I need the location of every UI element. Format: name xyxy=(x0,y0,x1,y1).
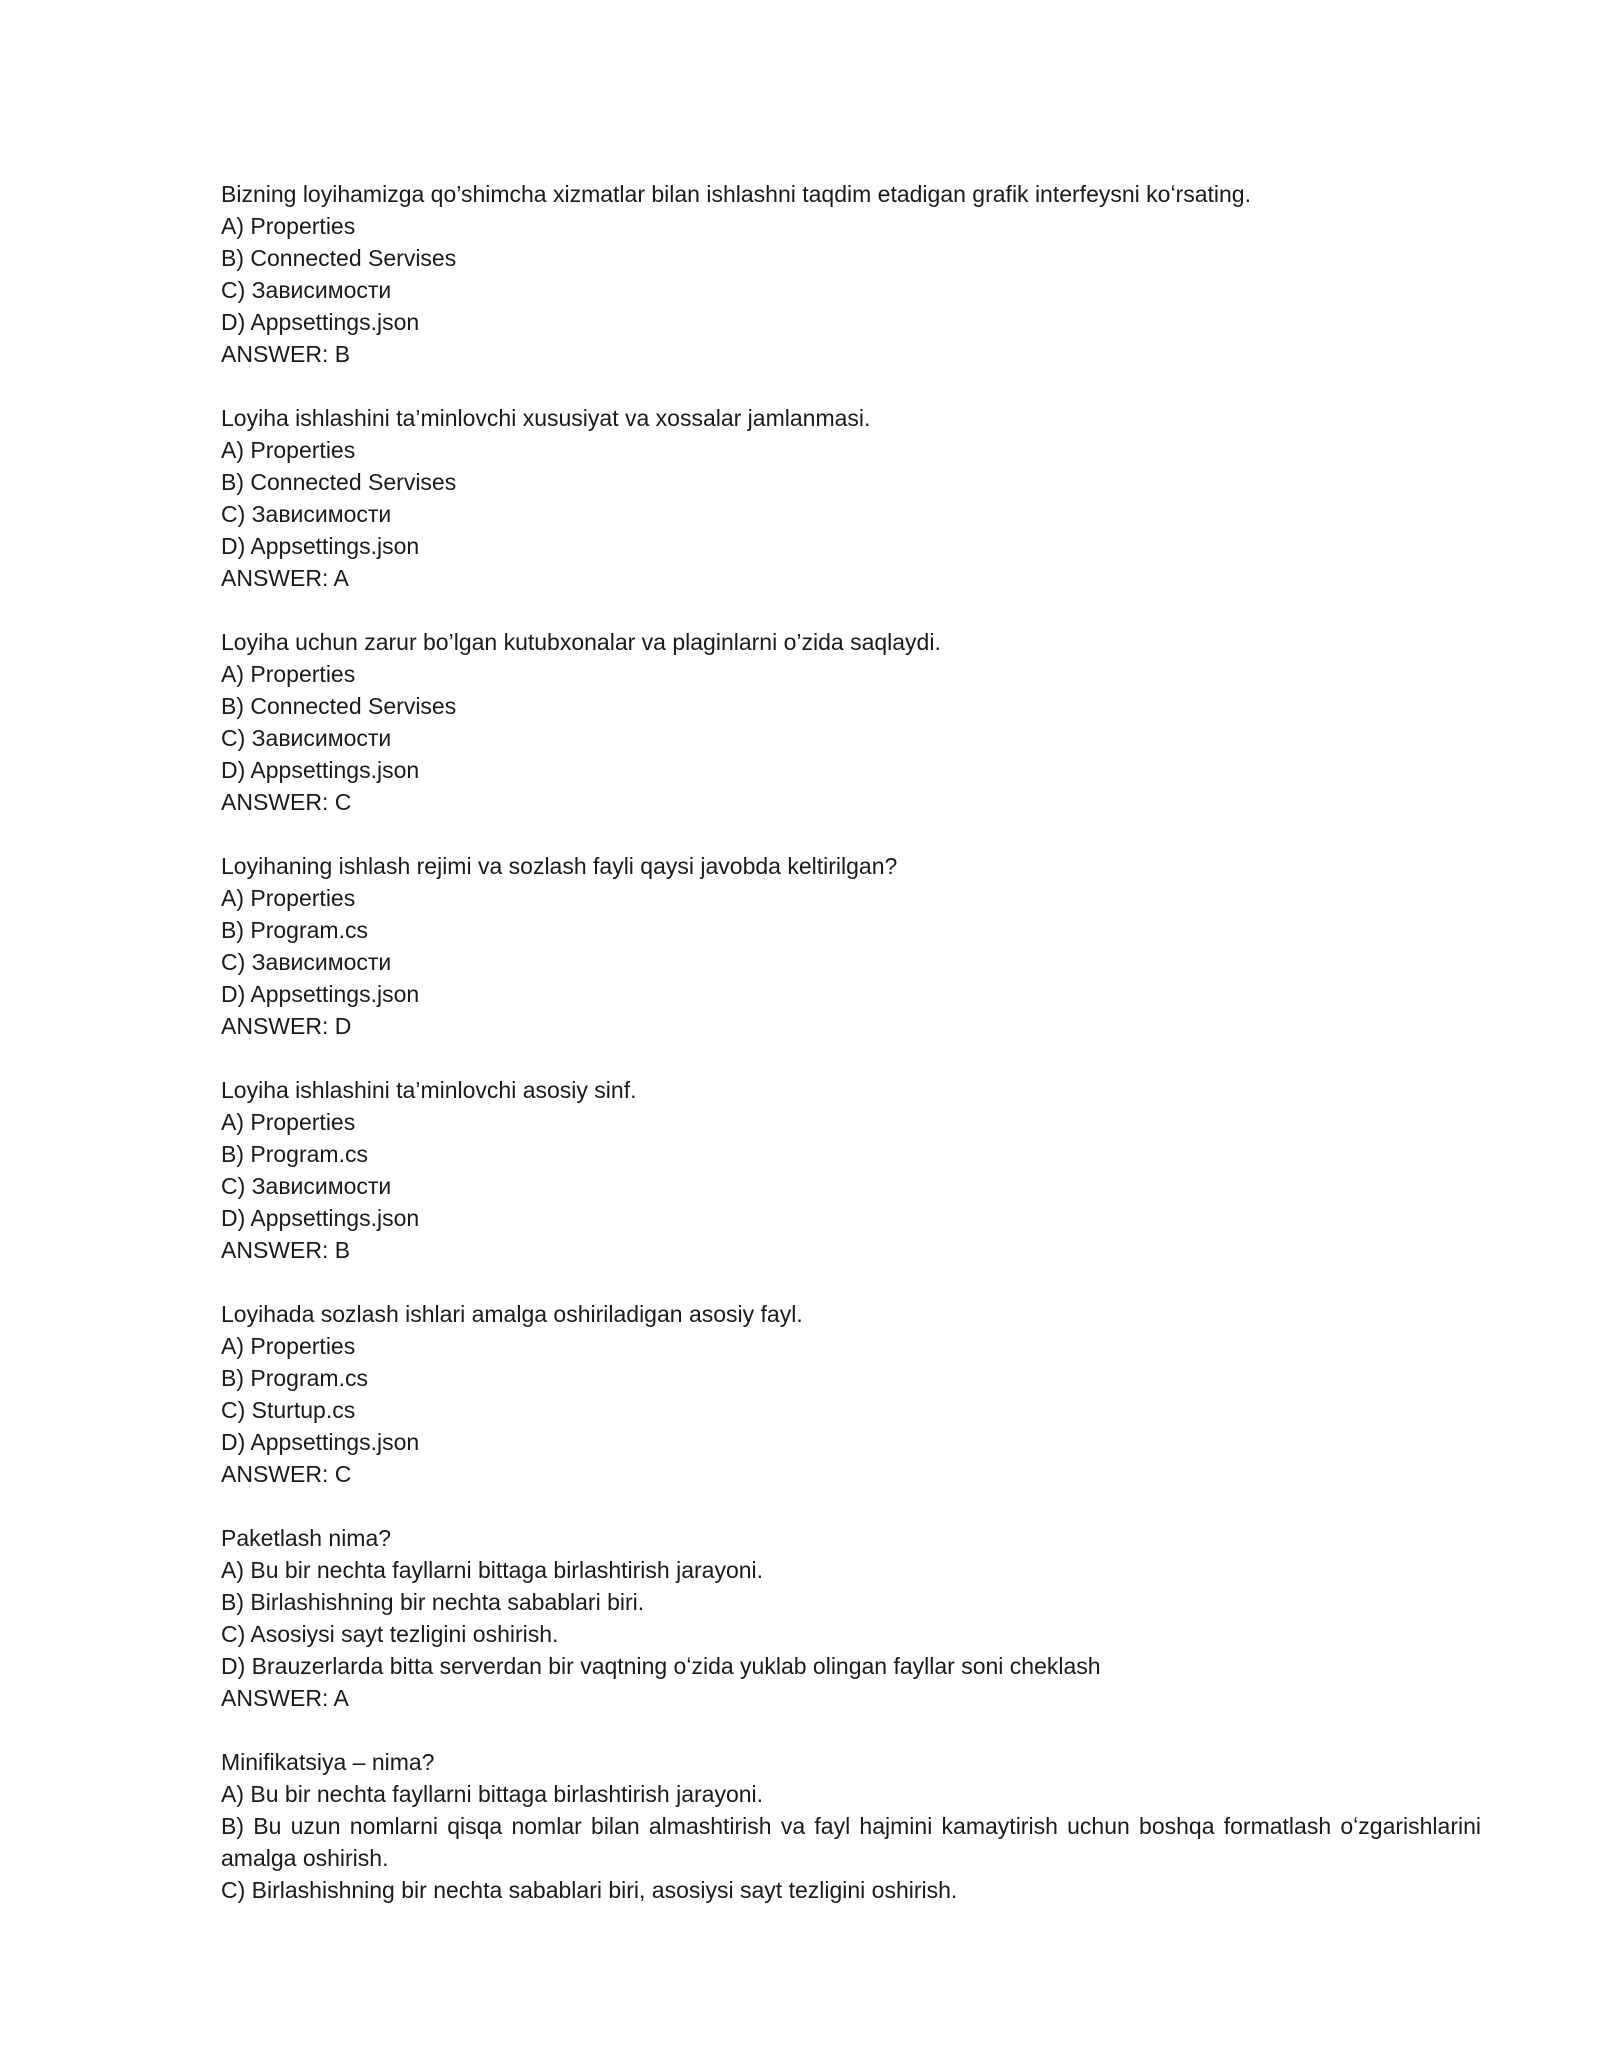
option-b: B) Connected Servises xyxy=(221,693,457,719)
question-block xyxy=(221,402,1481,594)
option-c: C) Зависимости xyxy=(221,949,392,975)
answer: ANSWER: C xyxy=(221,789,352,815)
option-d: D) Appsettings.json xyxy=(221,1205,420,1231)
option-c: C) Зависимости xyxy=(221,725,392,751)
answer: ANSWER: B xyxy=(221,1237,351,1263)
question-text: Bizning loyihamizga qo’shimcha xizmatlar bilan ishlashni taqdim etadigan grafik interfeysni koʻrsating. xyxy=(221,181,1251,207)
option-b: B) Connected Servises xyxy=(221,245,457,271)
answer: ANSWER: A xyxy=(221,565,349,591)
option-a: A) Bu bir nechta fayllarni bittaga birlashtirish jarayoni. xyxy=(221,1781,764,1807)
question-block xyxy=(221,178,1481,370)
option-d: D) Appsettings.json xyxy=(221,309,420,335)
option-a: A) Properties xyxy=(221,437,356,463)
option-d: D) Appsettings.json xyxy=(221,981,420,1007)
question-text: Loyiha uchun zarur bo’lgan kutubxonalar va plaginlarni o’zida saqlaydi. xyxy=(221,629,941,655)
option-b: B) Birlashishning bir nechta sabablari biri. xyxy=(221,1589,645,1615)
option-c: C) Зависимости xyxy=(221,1173,392,1199)
option-c: C) Asosiysi sayt tezligini oshirish. xyxy=(221,1621,559,1647)
option-d: D) Appsettings.json xyxy=(221,1429,420,1455)
document-body xyxy=(221,178,1481,1938)
option-d: D) Appsettings.json xyxy=(221,757,420,783)
option-a: A) Bu bir nechta fayllarni bittaga birlashtirish jarayoni. xyxy=(221,1557,764,1583)
question-block xyxy=(221,1074,1481,1266)
option-c: C) Sturtup.cs xyxy=(221,1397,356,1423)
option-d: D) Appsettings.json xyxy=(221,533,420,559)
option-a: A) Properties xyxy=(221,661,356,687)
question-block xyxy=(221,1522,1481,1714)
option-c: C) Зависимости xyxy=(221,501,392,527)
question-block xyxy=(221,626,1481,818)
option-a: A) Properties xyxy=(221,1333,356,1359)
question-text: Loyiha ishlashini ta’minlovchi asosiy sinf. xyxy=(221,1077,637,1103)
option-a: A) Properties xyxy=(221,885,356,911)
option-c: C) Зависимости xyxy=(221,277,392,303)
option-a: A) Properties xyxy=(221,1109,356,1135)
question-text: Paketlash nima? xyxy=(221,1525,392,1551)
question-block xyxy=(221,1298,1481,1490)
option-d: D) Brauzerlarda bitta serverdan bir vaqtning oʻzida yuklab olingan fayllar soni cheklash xyxy=(221,1653,1101,1679)
question-text: Loyihaning ishlash rejimi va sozlash fayli qaysi javobda keltirilgan? xyxy=(221,853,898,879)
option-a: A) Properties xyxy=(221,213,356,239)
question-text: Minifikatsiya – nima? xyxy=(221,1749,435,1775)
answer: ANSWER: C xyxy=(221,1461,352,1487)
question-text: Loyihada sozlash ishlari amalga oshiriladigan asosiy fayl. xyxy=(221,1301,803,1327)
option-b: B) Connected Servises xyxy=(221,469,457,495)
question-block xyxy=(221,1746,1481,1906)
question-text: Loyiha ishlashini ta’minlovchi xususiyat va xossalar jamlanmasi. xyxy=(221,405,871,431)
answer: ANSWER: B xyxy=(221,341,351,367)
option-b: B) Program.cs xyxy=(221,1141,368,1167)
answer: ANSWER: D xyxy=(221,1013,352,1039)
option-b: B) Bu uzun nomlarni qisqa nomlar bilan almashtirish va fayl hajmini kamaytirish uchun boshqa formatlash oʻzgarishlarini amalga oshirish. xyxy=(221,1813,1481,1871)
option-b: B) Program.cs xyxy=(221,1365,368,1391)
option-b: B) Program.cs xyxy=(221,917,368,943)
answer: ANSWER: A xyxy=(221,1685,349,1711)
option-c: C) Birlashishning bir nechta sabablari biri, asosiysi sayt tezligini oshirish. xyxy=(221,1877,958,1903)
question-block xyxy=(221,850,1481,1042)
